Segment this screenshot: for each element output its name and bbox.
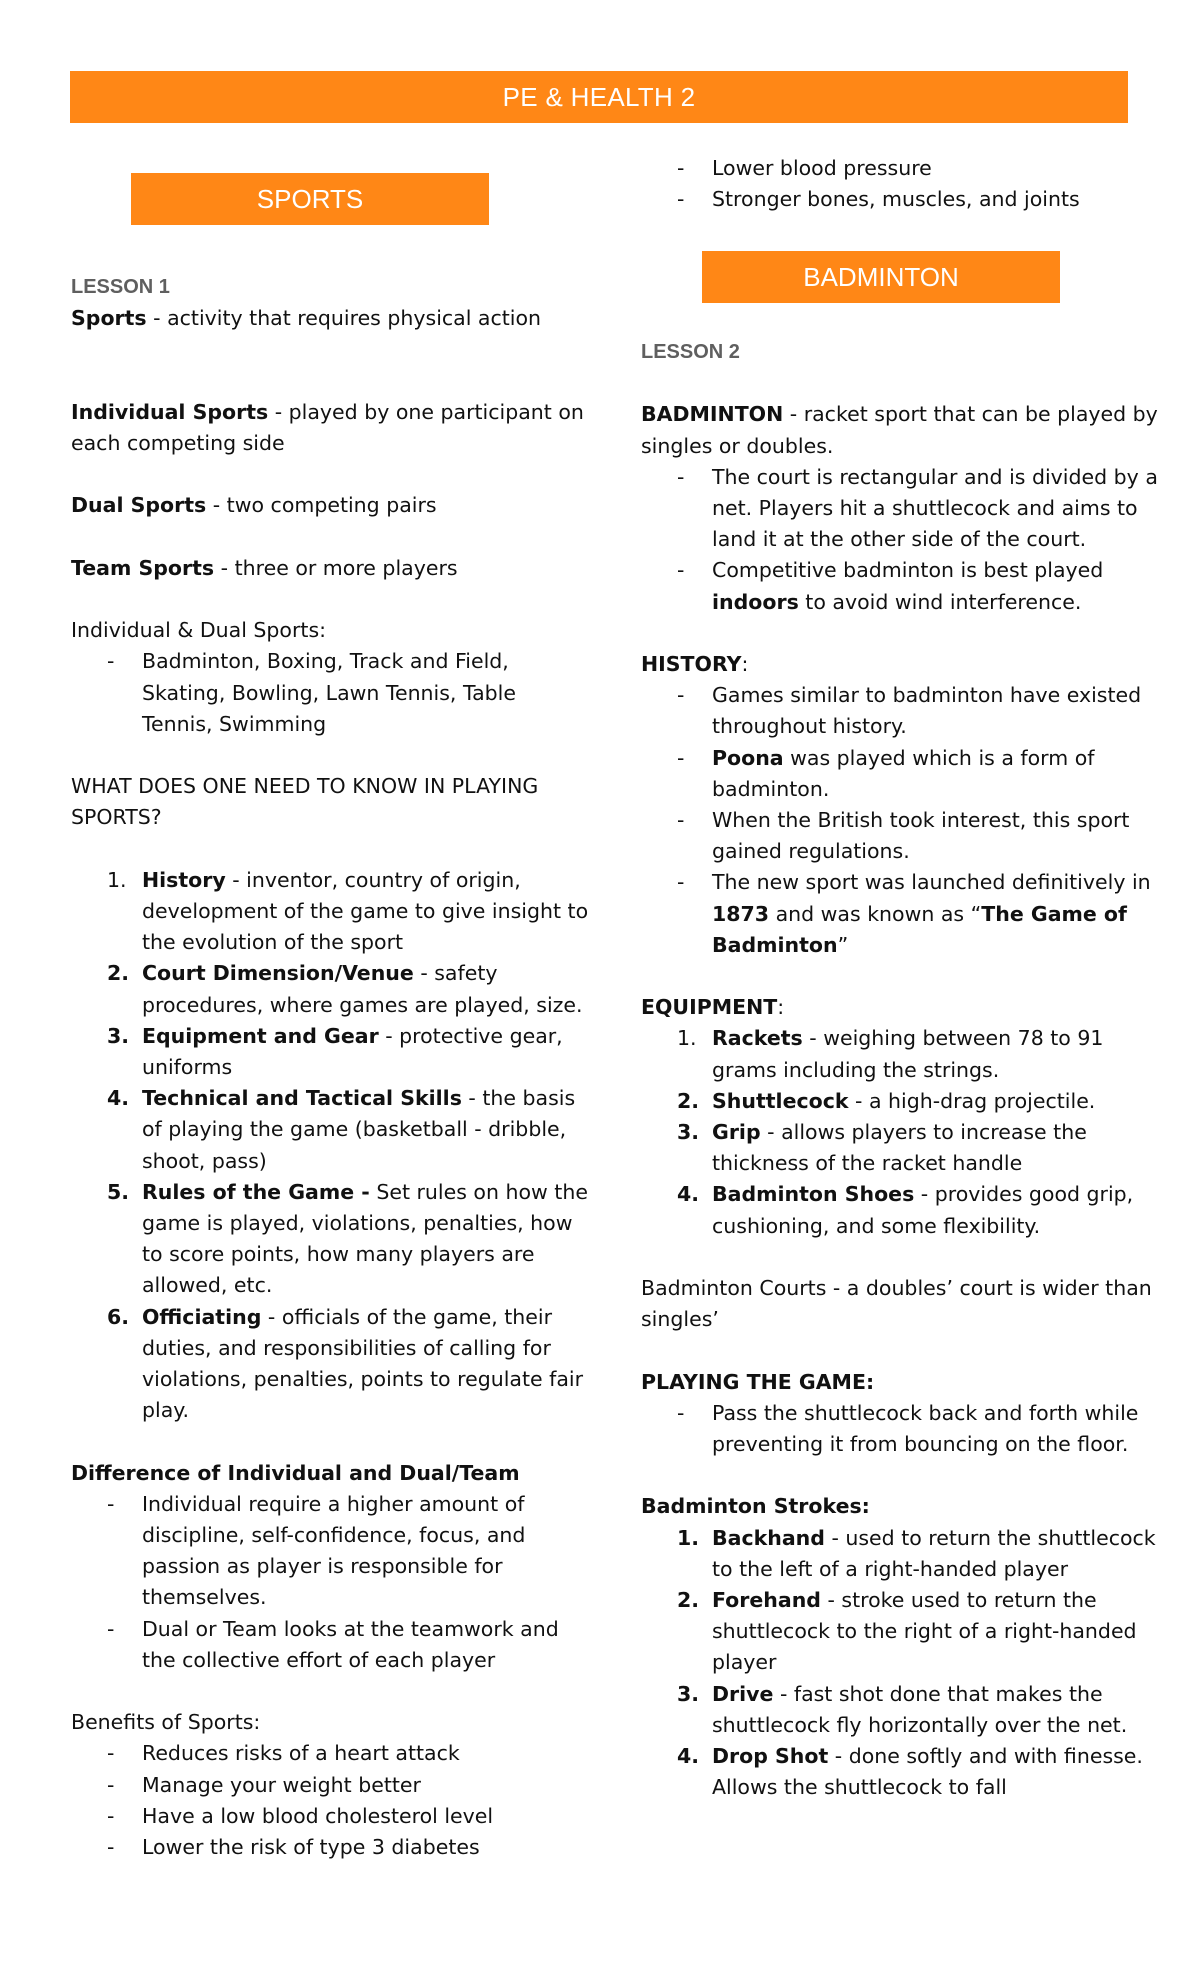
right-column: [641, 337, 1161, 1803]
list-item: 4. Technical and Tactical Skills - the basis of playing the game (basketball - dribble, shoot, pass): [107, 1086, 576, 1173]
individual-dual-heading: Individual & Dual Sports:: [71, 618, 327, 643]
list-item: - Competitive badminton is best played indoors to avoid wind interference.: [677, 558, 1104, 614]
lesson-1-label: LESSON 1: [71, 276, 170, 298]
strokes-heading: Badminton Strokes:: [641, 1494, 870, 1519]
list-item: 5. Rules of the Game - Set rules on how the game is played, violations, penalties, how to score points, how many players are allowed, etc.: [107, 1179, 588, 1298]
benefits-list: [71, 1738, 591, 1863]
question-heading: WHAT DOES ONE NEED TO KNOW IN PLAYING SPORTS?: [71, 774, 539, 830]
list-item: 4. Drop Shot - done softly and with finesse. Allows the shuttlecock to fall: [677, 1744, 1143, 1800]
list-item: - Individual require a higher amount of discipline, self-confidence, focus, and passion as player is responsible for themselves.: [107, 1491, 526, 1610]
benefits-heading: Benefits of Sports:: [71, 1710, 261, 1735]
list-item: 2. Shuttlecock - a high-drag projectile.: [677, 1088, 1096, 1113]
list-item: - Manage your weight better: [107, 1772, 421, 1797]
list-item: - Reduces risks of a heart attack: [107, 1741, 460, 1766]
difference-heading: Difference of Individual and Dual/Team: [71, 1460, 520, 1485]
list-item: 2. Court Dimension/Venue - safety procedures, where games are played, size.: [107, 961, 583, 1017]
list-item: 2. Forehand - stroke used to return the shuttlecock to the right of a right-handed player: [677, 1588, 1137, 1675]
definition: - played by one participant on each competing side: [71, 399, 584, 455]
list-item: 3. Grip - allows players to increase the thickness of the racket handle: [677, 1120, 1087, 1176]
badminton-section-banner: [702, 251, 1060, 303]
list-item: - The new sport was launched definitively in 1873 and was known as “The Game of Badminton”: [677, 870, 1151, 957]
badminton-definition: BADMINTON - racket sport that can be played by singles or doubles.: [641, 402, 1158, 458]
team-sports-definition: [71, 553, 591, 584]
equipment-heading: EQUIPMENT:: [641, 995, 785, 1020]
list-item: - The court is rectangular and is divided by a net. Players hit a shuttlecock and aims to land it at the other side of the court.: [677, 464, 1158, 552]
playing-list: [641, 1398, 1161, 1460]
list-item: - When the British took interest, this sport gained regulations.: [677, 808, 1130, 864]
right-column-top: [641, 153, 1161, 215]
list-item: 1. History - inventor, country of origin, development of the game to give insight to the evolution of the sport: [107, 867, 589, 955]
sports-definition: [71, 303, 591, 334]
term: Team Sports: [71, 555, 215, 580]
list-item: 3. Equipment and Gear - protective gear, uniforms: [107, 1023, 563, 1079]
individual-sports-definition: [71, 397, 591, 459]
definition: - two competing pairs: [206, 493, 437, 518]
list-item: 1. Rackets - weighing between 78 to 91 grams including the strings.: [677, 1026, 1104, 1082]
badminton-details-list: [641, 462, 1161, 618]
strokes-list: [641, 1523, 1161, 1804]
term: Sports: [71, 306, 147, 331]
left-column: [71, 272, 591, 1863]
dual-sports-definition: [71, 490, 591, 521]
list-item: - Stronger bones, muscles, and joints: [677, 187, 1080, 212]
list-item: - Have a low blood cholesterol level: [107, 1803, 494, 1828]
list-item: - Lower blood pressure: [677, 156, 932, 180]
page-title-banner: [70, 71, 1128, 123]
term: Dual Sports: [71, 493, 207, 518]
term: Individual Sports: [71, 399, 269, 424]
lesson-2-label: LESSON 2: [641, 341, 740, 363]
list-item: - Badminton, Boxing, Track and Field, Skating, Bowling, Lawn Tennis, Table Tennis, Swimming: [107, 649, 516, 736]
list-item: - Poona was played which is a form of badminton.: [677, 745, 1095, 801]
know-list: [71, 865, 591, 1427]
sports-section-title: SPORTS: [256, 183, 364, 214]
equipment-list: [641, 1023, 1161, 1241]
difference-list: [71, 1489, 591, 1676]
list-item: - Lower the risk of type 3 diabetes: [107, 1835, 480, 1860]
sports-section-banner: [131, 173, 489, 225]
definition: - activity that requires physical action: [146, 306, 542, 331]
benefits-list-continued: [641, 153, 1161, 215]
definition: - three or more players: [214, 555, 458, 580]
list-item: - Dual or Team looks at the teamwork and the collective effort of each player: [107, 1616, 559, 1672]
history-heading: HISTORY:: [641, 652, 749, 676]
badminton-courts-text: Badminton Courts - a doubles’ court is wider than singles’: [641, 1276, 1152, 1332]
history-list: [641, 680, 1161, 961]
badminton-section-title: BADMINTON: [803, 261, 959, 292]
list-item: 1. Backhand - used to return the shuttlecock to the left of a right-handed player: [677, 1525, 1156, 1581]
list-item: 6. Officiating - officials of the game, their duties, and responsibilities of calling for violations, penalties, points to regulate fair play.: [107, 1304, 584, 1423]
playing-heading: PLAYING THE GAME:: [641, 1369, 875, 1394]
list-item: 4. Badminton Shoes - provides good grip, cushioning, and some flexibility.: [677, 1182, 1134, 1238]
list-item: - Pass the shuttlecock back and forth while preventing it from bouncing on the floor.: [677, 1400, 1139, 1457]
list-item: - Games similar to badminton have existed throughout history.: [677, 683, 1142, 739]
page-title: PE & HEALTH 2: [502, 81, 696, 112]
list-item: 3. Drive - fast shot done that makes the shuttlecock fly horizontally over the net.: [677, 1681, 1128, 1737]
individual-dual-list: [71, 646, 591, 740]
